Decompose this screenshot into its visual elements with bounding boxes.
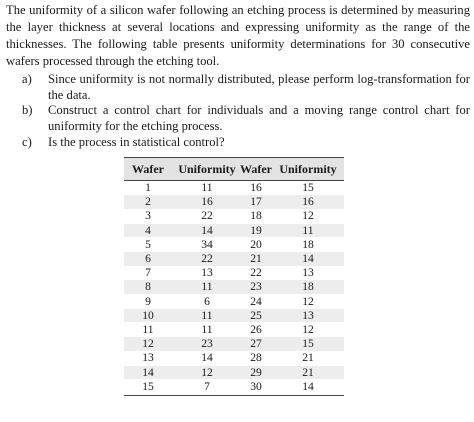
wafer-cell: 14 (142, 365, 154, 379)
uniformity-cell: 14 (201, 223, 213, 237)
table-row (124, 266, 344, 280)
wafer-cell: 28 (250, 351, 262, 365)
wafer-cell: 30 (250, 379, 262, 393)
wafer-cell: 23 (250, 280, 262, 294)
question-b-label: b) (22, 103, 33, 117)
wafer-cell: 18 (250, 209, 262, 223)
table-row (124, 295, 344, 309)
table-row (124, 309, 344, 323)
wafer-cell: 20 (250, 237, 262, 251)
uniformity-cell: 12 (201, 365, 213, 379)
uniformity-cell: 18 (302, 280, 314, 294)
wafer-cell: 15 (142, 379, 154, 393)
table-row (124, 224, 344, 238)
table-row (124, 238, 344, 252)
uniformity-cell: 12 (302, 209, 314, 223)
question-c-label: c) (22, 135, 32, 149)
table-row (124, 280, 344, 294)
wafer-cell: 10 (142, 308, 154, 322)
uniformity-cell: 11 (201, 181, 213, 194)
wafer-cell: 6 (145, 252, 151, 265)
uniformity-cell: 22 (201, 252, 213, 265)
uniformity-cell: 7 (204, 379, 210, 393)
table-row (124, 195, 344, 209)
uniformity-cell: 11 (201, 308, 213, 322)
uniformity-cell: 15 (302, 337, 314, 351)
table-row (124, 351, 344, 365)
wafer-cell: 3 (145, 209, 151, 223)
problem-intro: The uniformity of a silicon wafer following an etching process is determined by measuring the layer thickness at several locations and expressing uniformity as the range of the thicknesses. The following table presents uniformity determinations for 30 consecutive wafers processed through the etching tool. (6, 3, 470, 68)
wafer-cell: 19 (250, 223, 262, 237)
wafer-cell: 13 (142, 351, 154, 365)
header-uniformity-1: Uniformity (178, 162, 236, 176)
wafer-cell: 16 (250, 181, 262, 194)
uniformity-cell: 11 (302, 223, 314, 237)
wafer-cell: 4 (145, 223, 151, 237)
wafer-cell: 26 (250, 323, 262, 336)
uniformity-cell: 13 (302, 266, 314, 280)
table-row (124, 380, 344, 394)
header-wafer-2: Wafer (240, 162, 272, 176)
uniformity-cell: 12 (302, 323, 314, 336)
table-bottom-rule (124, 395, 344, 396)
wafer-cell: 1 (145, 181, 151, 194)
uniformity-cell: 34 (201, 237, 213, 251)
wafer-cell: 8 (145, 280, 151, 294)
uniformity-cell: 14 (201, 351, 213, 365)
uniformity-cell: 21 (302, 351, 314, 365)
wafer-cell: 22 (250, 266, 262, 280)
uniformity-cell: 15 (302, 181, 314, 194)
table-row (124, 181, 344, 195)
uniformity-cell: 18 (302, 237, 314, 251)
wafer-cell: 5 (145, 237, 151, 251)
wafer-cell: 17 (250, 195, 262, 209)
header-wafer-1: Wafer (132, 162, 164, 176)
wafer-cell: 7 (145, 266, 151, 280)
uniformity-cell: 14 (302, 379, 314, 393)
table-row (124, 323, 344, 337)
table-row (124, 209, 344, 223)
wafer-cell: 24 (250, 294, 262, 308)
uniformity-cell: 13 (201, 266, 213, 280)
table-row (124, 366, 344, 380)
wafer-cell: 27 (250, 337, 262, 351)
uniformity-cell: 16 (201, 195, 213, 209)
wafer-cell: 11 (142, 323, 154, 336)
question-a-text: Since uniformity is not normally distributed, please perform log-transformation for the data. (48, 72, 470, 102)
table-row (124, 337, 344, 351)
table-row (124, 252, 344, 266)
uniformity-cell: 11 (201, 323, 213, 336)
uniformity-cell: 13 (302, 308, 314, 322)
uniformity-cell: 21 (302, 365, 314, 379)
header-uniformity-2: Uniformity (279, 162, 337, 176)
table-top-rule (124, 157, 344, 158)
question-b-text: Construct a control chart for individuals and a moving range control chart for uniformity for the etching process. (48, 103, 470, 133)
uniformity-cell: 16 (302, 195, 314, 209)
uniformity-cell: 14 (302, 252, 314, 265)
uniformity-cell: 11 (201, 280, 213, 294)
wafer-cell: 21 (250, 252, 262, 265)
wafer-cell: 2 (145, 195, 151, 209)
wafer-cell: 12 (142, 337, 154, 351)
uniformity-cell: 23 (201, 337, 213, 351)
wafer-cell: 29 (250, 365, 262, 379)
uniformity-cell: 6 (204, 294, 210, 308)
uniformity-cell: 12 (302, 294, 314, 308)
question-a-label: a) (22, 72, 32, 86)
wafer-cell: 25 (250, 308, 262, 322)
wafer-cell: 9 (145, 294, 151, 308)
question-c-text: Is the process in statistical control? (48, 135, 225, 149)
uniformity-cell: 22 (201, 209, 213, 223)
